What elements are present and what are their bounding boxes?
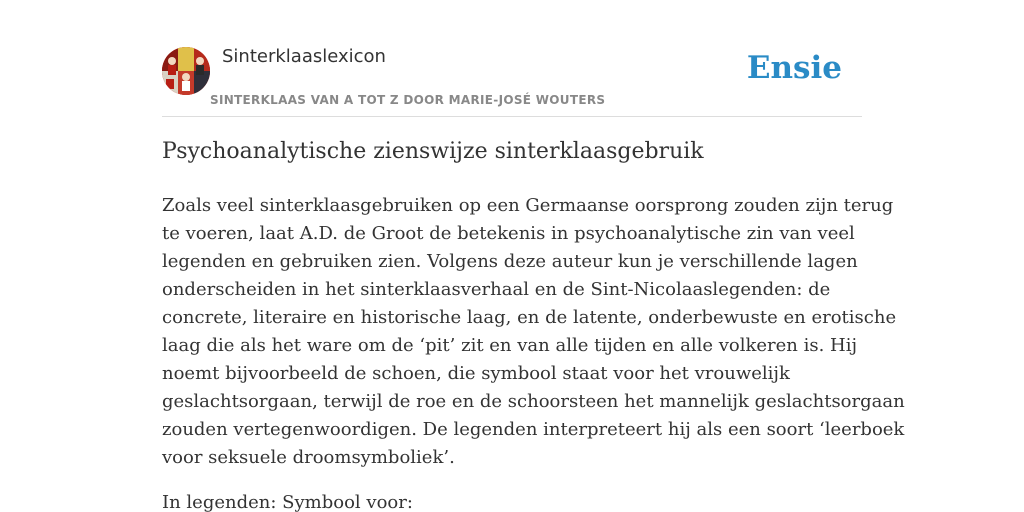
ensie-logo-link[interactable]: Ensie xyxy=(746,50,842,86)
avatar-collage-image xyxy=(162,47,210,95)
article-title: Psychoanalytische zienswijze sinterklaasgebruik xyxy=(162,139,704,164)
paragraph-line: voor seksuele droomsymboliek’. xyxy=(162,447,455,468)
site-header xyxy=(162,44,862,117)
paragraph-line: zouden vertegenwoordigen. De legenden interpreteert hij als een soort ‘leerboek xyxy=(162,419,905,440)
article-next-paragraph: In legenden: Symbool voor: xyxy=(162,492,413,512)
article-paragraph xyxy=(162,192,905,472)
paragraph-line: legenden en gebruiken zien. Volgens deze auteur kun je verschillende lagen xyxy=(162,251,858,272)
paragraph-line: Zoals veel sinterklaasgebruiken op een Germaanse oorsprong zouden zijn terug xyxy=(162,195,894,216)
paragraph-line: te voeren, laat A.D. de Groot de betekenis in psychoanalytische zin van veel xyxy=(162,223,855,244)
paragraph-line: onderscheiden in het sinterklaasverhaal en de Sint-Nicolaaslegenden: de xyxy=(162,279,831,300)
paragraph-line: geslachtsorgaan, terwijl de roe en de schoorsteen het mannelijk geslachtsorgaan xyxy=(162,391,905,412)
lexicon-avatar[interactable] xyxy=(162,47,210,95)
paragraph-line: noemt bijvoorbeeld de schoen, die symbool staat voor het vrouwelijk xyxy=(162,363,790,384)
site-subtitle: SINTERKLAAS VAN A TOT Z DOOR MARIE-JOSÉ WOUTERS xyxy=(210,93,606,107)
paragraph-line: concrete, literaire en historische laag, en de latente, onderbewuste en erotische xyxy=(162,307,897,328)
site-name[interactable]: Sinterklaaslexicon xyxy=(222,46,386,67)
paragraph-line: laag die als het ware om de ‘pit’ zit en van alle tijden en alle volkeren is. Hij xyxy=(162,335,858,356)
